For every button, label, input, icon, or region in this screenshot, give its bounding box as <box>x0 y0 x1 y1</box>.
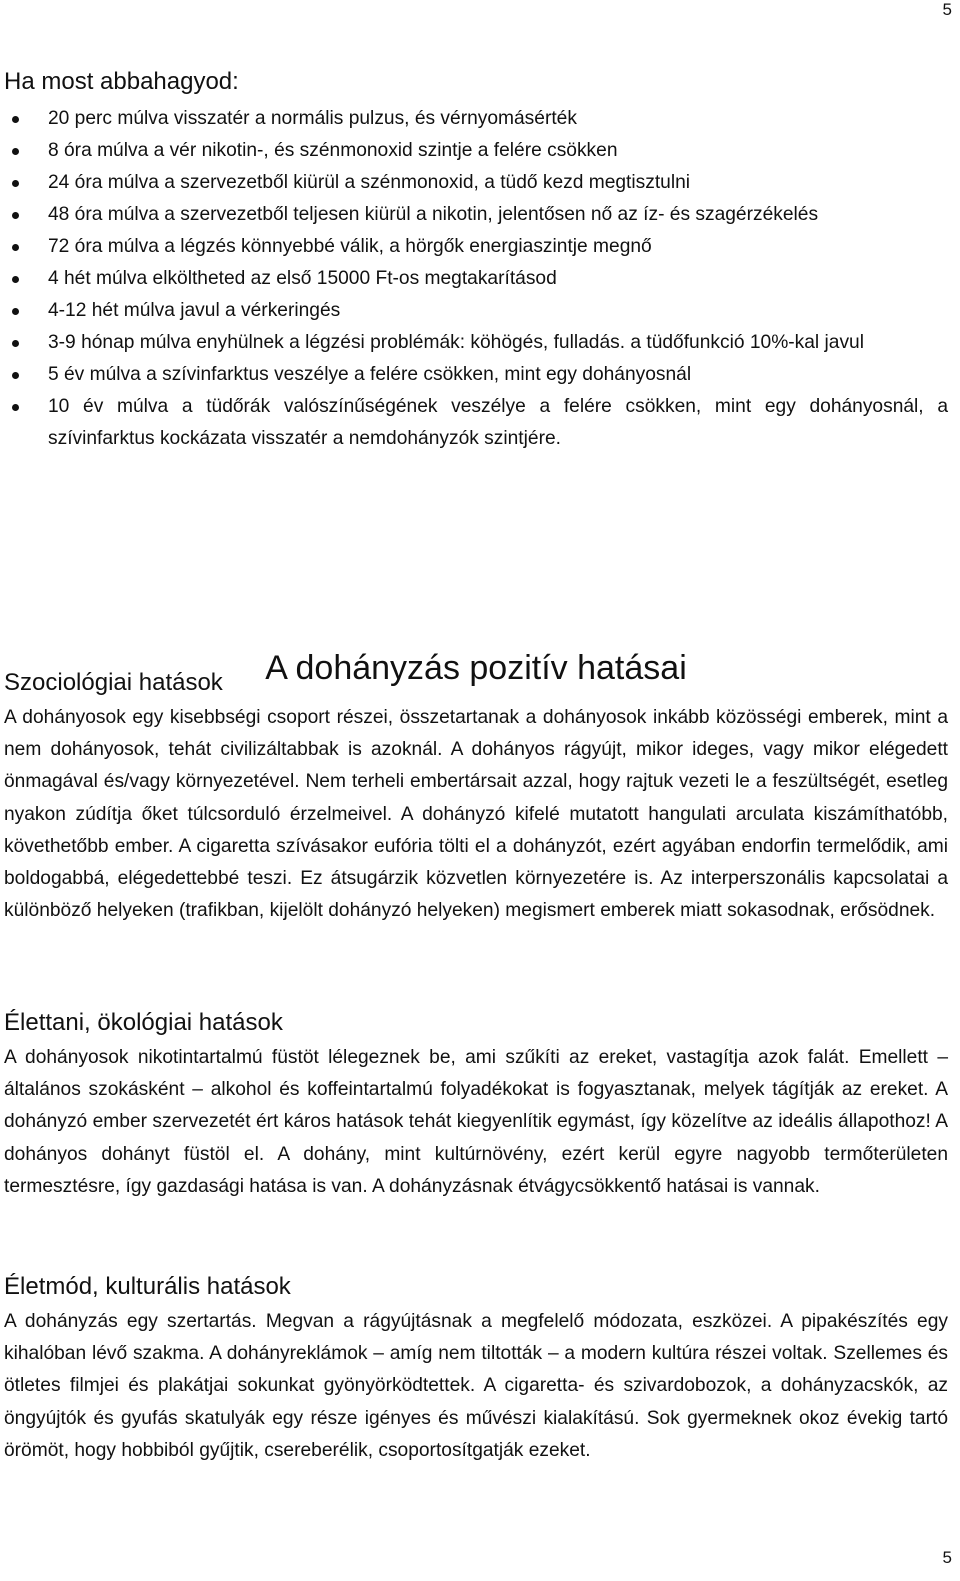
bullet-icon <box>12 244 19 251</box>
list-item <box>4 295 948 327</box>
section-lifestyle <box>4 1270 948 1467</box>
list-item-text: 5 év múlva a szívinfarktus veszélye a felére csökken, mint egy dohányosnál <box>48 364 692 386</box>
page-content <box>4 66 948 1461</box>
bullet-icon <box>12 404 19 411</box>
bullet-icon <box>12 116 19 123</box>
list-item-text: 24 óra múlva a szervezetből kiürül a szénmonoxid, a tüdő kezd megtisztulni <box>48 172 691 194</box>
list-item <box>4 359 948 391</box>
list-item <box>4 167 948 199</box>
section-paragraph: A dohányosok nikotintartalmú füstöt lélegeznek be, ami szűkíti az ereket, vastagítja azok falát. Emellett – általános szokásként – alkohol és koffeintartalmú folyadékokat is fogyasztanak, melyek tágítják az ereket. A dohányzó ember szervezetét ért káros hatások tehát kiegyenlítik egymást, így közelítve az ideális állapothoz! A dohányos dohányt füstöl el. A dohány, mint kultúrnövény, ezért kerül egyre nagyobb termőterületen termesztésre, így gazdasági hatása is van. A dohányzásnak étvágycsökkentő hatásai is vannak. <box>4 1047 948 1197</box>
quit-benefits-heading: Ha most abbahagyod: <box>4 68 239 95</box>
list-item-text: 48 óra múlva a szervezetből teljesen kiürül a nikotin, jelentősen nő az íz- és szagérzékelés <box>48 204 819 226</box>
section-heading: Életmód, kulturális hatások <box>4 1273 291 1300</box>
list-item-text: 3-9 hónap múlva enyhülnek a légzési problémák: köhögés, fulladás. a tüdőfunkció 10%-kal javul <box>48 332 864 354</box>
bullet-icon <box>12 372 19 379</box>
list-item-text: 72 óra múlva a légzés könnyebbé válik, a hörgők energiaszintje megnő <box>48 236 652 258</box>
list-item-text: 8 óra múlva a vér nikotin-, és szénmonoxid szintje a felére csökken <box>48 140 618 162</box>
list-item <box>4 231 948 263</box>
bullet-icon <box>12 340 19 347</box>
section-sociological <box>4 666 948 927</box>
list-item <box>4 391 948 455</box>
list-item-text: 10 év múlva a tüdőrák valószínűségének veszélye a felére csökken, mint egy dohányosnál, a szívinfarktus kockázata visszatér a nemdohányzók szintjére. <box>48 396 948 450</box>
list-item <box>4 135 948 167</box>
section-heading: Szociológiai hatások <box>4 669 223 696</box>
section-paragraph: A dohányosok egy kisebbségi csoport részei, összetartanak a dohányosok inkább közösségi emberek, mint a nem dohányosok, tehát civilizáltabbak is azoknál. A dohányos rágyújt, mikor ideges, vagy mikor elégedett önmagával és/vagy környezetével. Nem terheli embertársait azzal, hogy rajtuk vezeti le a feszültségét, esetleg nyakon zúdítja őket túlcsorduló érzelmeivel. A dohányzó kifelé mutatott hangulati arculata kiszámíthatóbb, követhetőbb ember. A cigaretta szívásakor eufória tölti el a dohányzót, ezért agyában endorfin termelődik, ami boldogabbá, elégedettebbé teszi. Ez átsugárzik közvetlen környezetére is. Az interperszonális kapcsolatai a különböző helyeken (trafikban, kijelölt dohányzó helyeken) megismert emberek miatt sokasodnak, erősödnek. <box>4 707 948 922</box>
bullet-icon <box>12 212 19 219</box>
list-item <box>4 263 948 295</box>
page-number-top: 5 <box>942 0 952 19</box>
section-paragraph: A dohányzás egy szertartás. Megvan a rágyújtásnak a megfelelő módozata, eszközei. A pipakészítés egy kihalóban lévő szakma. A dohányreklámok – amíg nem tiltották – a modern kultúra részei voltak. Szellemes és ötletes filmjei és plakátjai sokunkat gyönyörködtettek. A cigaretta- és szivardobozok, a dohányzacskók, az öngyújtók és gyufás skatulyák egy része igényes és művészi kialakítású. Sok gyermeknek okoz évekig tartó örömöt, hogy hobbiból gyűjtik, csereberélik, csoportosítgatják ezeket. <box>4 1311 948 1461</box>
bullet-icon <box>12 276 19 283</box>
bullet-icon <box>12 308 19 315</box>
list-item <box>4 103 948 135</box>
list-item-text: 4-12 hét múlva javul a vérkeringés <box>48 300 341 322</box>
page-title: A dohányzás pozitív hatásai <box>265 649 687 687</box>
bullet-icon <box>12 148 19 155</box>
bullet-icon <box>12 180 19 187</box>
list-item <box>4 199 948 231</box>
section-physiological <box>4 1006 948 1203</box>
list-item-text: 4 hét múlva elköltheted az első 15000 Ft-os megtakarításod <box>48 268 557 290</box>
list-item-text: 20 perc múlva visszatér a normális pulzus, és vérnyomásérték <box>48 108 577 130</box>
list-item <box>4 327 948 359</box>
page-number-bottom: 5 <box>942 1548 952 1567</box>
section-heading: Élettani, ökológiai hatások <box>4 1009 283 1036</box>
quit-benefits-list <box>4 103 948 455</box>
